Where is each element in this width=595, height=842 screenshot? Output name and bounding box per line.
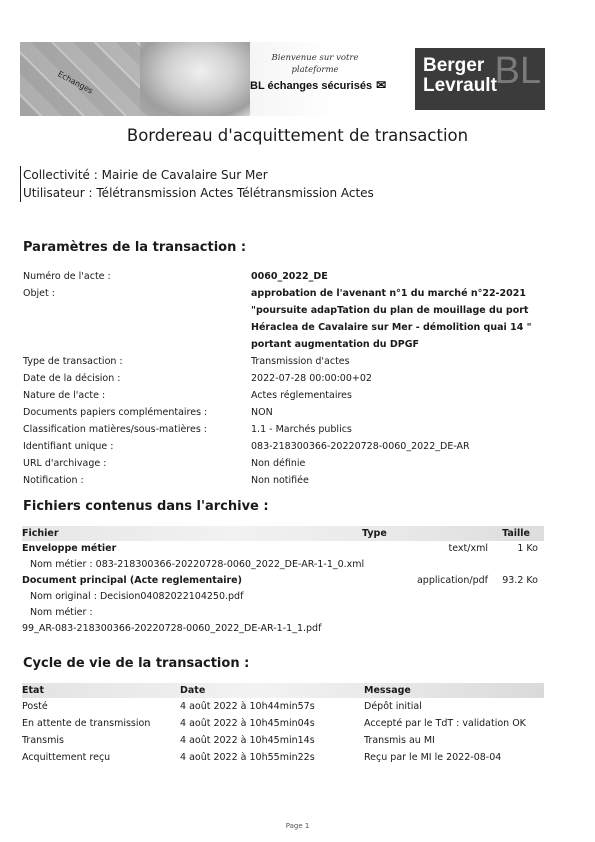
lifecycle-date: 4 août 2022 à 10h45min14s (180, 735, 315, 746)
welcome-text: Bienvenue sur votre plateforme (271, 53, 359, 75)
file-row-envelope (22, 541, 544, 557)
param-row (23, 387, 543, 404)
platform-name (250, 78, 386, 92)
param-row (23, 370, 543, 387)
file-size: 1 Ko (517, 543, 538, 554)
param-label: Objet : (23, 288, 55, 299)
param-label (23, 336, 251, 353)
lifecycle-row (22, 698, 544, 715)
param-value: Héraclea de Cavalaire sur Mer - démolition quai 14 " (251, 322, 532, 333)
file-size: 93.2 Ko (502, 575, 538, 586)
lifecycle-message: Transmis au MI (364, 735, 435, 746)
param-value: 2022-07-28 00:00:00+02 (251, 373, 372, 384)
lifecycle-date: 4 août 2022 à 10h44min57s (180, 701, 315, 712)
platform-label: BL échanges sécurisés (250, 80, 373, 92)
brand-logo (415, 48, 545, 110)
lifecycle-row (22, 715, 544, 732)
lifecycle-rows (22, 698, 544, 766)
lifecycle-heading: Cycle de vie de la transaction : (23, 656, 250, 671)
file-type: text/xml (448, 543, 488, 554)
files-heading: Fichiers contenus dans l'archive : (23, 499, 269, 514)
file-name: Document principal (Acte reglementaire) (22, 575, 242, 586)
param-row (23, 438, 543, 455)
param-row (23, 302, 543, 319)
lifecycle-date: 4 août 2022 à 10h45min04s (180, 718, 315, 729)
envelope-icon: ✉ (376, 78, 387, 92)
param-row (23, 421, 543, 438)
lifecycle-date: 4 août 2022 à 10h55min22s (180, 752, 315, 763)
file-original-name: Nom original : Decision04082022104250.pdf (30, 591, 244, 602)
param-label (23, 319, 251, 336)
param-value: approbation de l'avenant n°1 du marché n°22-2021 (251, 288, 526, 299)
page-number: Page 1 (285, 822, 310, 830)
params-heading: Paramètres de la transaction : (23, 240, 247, 255)
lifecycle-state: Transmis (22, 735, 64, 746)
marianne-image (140, 42, 250, 116)
param-value: portant augmentation du DPGF (251, 339, 420, 350)
collectivite-line: Collectivité : Mairie de Cavalaire Sur Mer (23, 168, 268, 182)
param-label (23, 302, 251, 319)
lifecycle-row (22, 749, 544, 766)
param-value: 0060_2022_DE (251, 271, 328, 282)
param-value: 1.1 - Marchés publics (251, 424, 352, 435)
col-file: Fichier (22, 528, 59, 539)
param-row (23, 472, 543, 489)
param-label: Notification : (23, 475, 84, 486)
param-row (23, 268, 543, 285)
brand-line2: Levrault (423, 75, 497, 96)
lifecycle-message: Dépôt initial (364, 701, 422, 712)
param-row (23, 404, 543, 421)
lifecycle-row (22, 732, 544, 749)
param-label: Documents papiers complémentaires : (23, 407, 208, 418)
col-size: Taille (502, 528, 530, 539)
param-row (23, 336, 543, 353)
brand-mark: BL (494, 50, 541, 92)
param-row (23, 353, 543, 370)
lifecycle-state: Posté (22, 701, 48, 712)
col-message: Message (364, 685, 411, 696)
param-value: Transmission d'actes (251, 356, 350, 367)
file-type: application/pdf (416, 575, 488, 586)
param-label: Type de transaction : (23, 356, 123, 367)
param-value: "poursuite adapTation du plan de mouillage du port (251, 305, 529, 316)
param-value: Non définie (251, 458, 306, 469)
files-table-header (22, 526, 544, 541)
col-state: Etat (22, 685, 44, 696)
param-label: Classification matières/sous-matières : (23, 424, 208, 435)
lifecycle-state: En attente de transmission (22, 718, 151, 729)
col-date: Date (180, 685, 206, 696)
param-label: Numéro de l'acte : (23, 271, 111, 282)
files-table (22, 526, 544, 637)
file-meta: Nom métier : 083-218300366-20220728-0060_2022_DE-AR-1-1_0.xml (30, 559, 365, 570)
param-value: NON (251, 407, 273, 418)
utilisateur-line: Utilisateur : Télétransmission Actes Télétransmission Actes (23, 186, 374, 200)
file-meta-value: 99_AR-083-218300366-20220728-0060_2022_DE-AR-1-1_1.pdf (22, 623, 322, 634)
lifecycle-table (22, 683, 544, 766)
param-label: URL d'archivage : (23, 458, 107, 469)
file-meta-label: Nom métier : (30, 607, 93, 618)
param-row (23, 285, 543, 302)
param-label: Nature de l'acte : (23, 390, 106, 401)
file-name: Enveloppe métier (22, 543, 117, 554)
key-label: Echanges (56, 69, 95, 96)
param-row (23, 319, 543, 336)
param-value: Actes réglementaires (251, 390, 352, 401)
lifecycle-state: Acquittement reçu (22, 752, 111, 763)
lifecycle-message: Reçu par le MI le 2022-08-04 (364, 752, 502, 763)
collectivity-block (20, 166, 374, 202)
page-title: Bordereau d'acquittement de transaction (126, 126, 469, 145)
params-list (23, 268, 543, 489)
lifecycle-table-header (22, 683, 544, 698)
param-label: Identifiant unique : (23, 441, 114, 452)
brand-line1: Berger (423, 55, 485, 76)
param-value: Non notifiée (251, 475, 309, 486)
header-banner (20, 42, 545, 116)
param-label: Date de la décision : (23, 373, 121, 384)
lifecycle-message: Accepté par le TdT : validation OK (364, 718, 526, 729)
file-row-document (22, 573, 544, 589)
param-row (23, 455, 543, 472)
col-type: Type (362, 528, 387, 539)
param-value: 083-218300366-20220728-0060_2022_DE-AR (251, 441, 470, 452)
